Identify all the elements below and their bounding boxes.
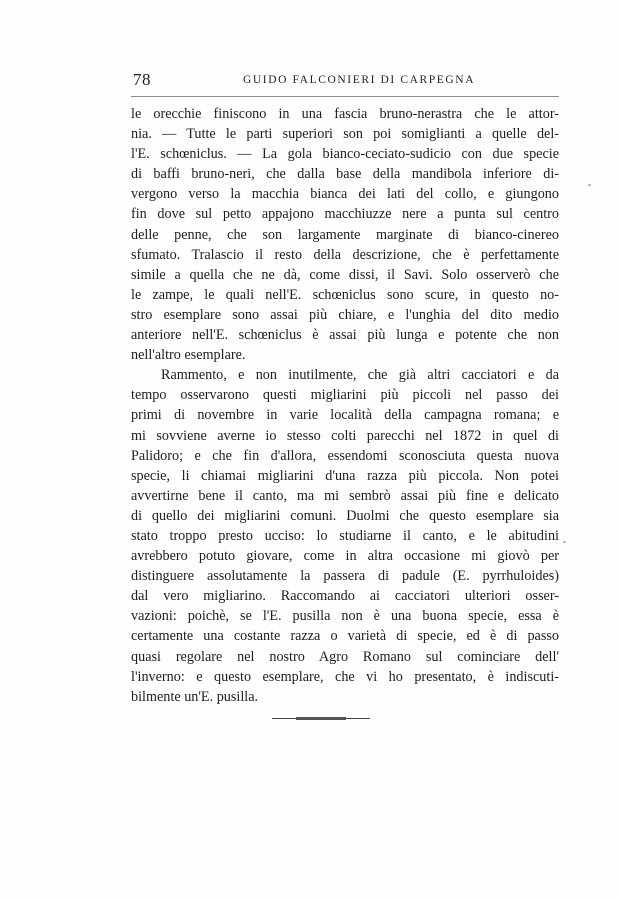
text-line: di baffi bruno-neri, che dalla base della mandibola inferiore di- [131,166,559,183]
text-line: sfumato. Tralascio il resto della descrizione, che è perfettamente [131,246,559,263]
paper-speck [563,541,566,543]
paragraph-1 [131,104,559,365]
ornament-center [296,717,346,720]
text-line: Rammento, e non inutilmente, che già altri cacciatori e da [161,367,559,384]
text-line: avrebbero potuto giovare, come in altra occasione mi giovò per [131,548,559,565]
running-head: GUIDO FALCONIERI DI CARPEGNA [243,74,476,86]
text-line: dal vero migliarino. Raccomando ai cacciatori ulteriori osser- [131,588,559,605]
text-line: l'E. schœniclus. — La gola bianco-ceciato-sudicio con due specie [131,146,559,163]
text-line: primi di novembre in varie località della campagna romana; e [131,407,559,424]
text-line: vergono verso la macchia bianca dei lati del collo, e giungono [131,186,559,203]
text-line: di quello dei migliarini comuni. Duolmi che questo esemplare sia [131,507,559,524]
text-line: simile a quella che ne dà, come dissi, il Savi. Solo osserverò che [131,266,559,283]
text-line: avvertirne bene il canto, ma mi sembrò assai più fine e delicato [131,487,559,504]
text-line: tempo osservarono questi migliarini più piccoli nel passo dei [131,387,559,404]
page-number: 78 [133,70,151,89]
text-line: fin dove sul petto appajono macchiuzze nere a punta sul centro [131,206,559,223]
text-line: nia. — Tutte le parti superiori son poi somiglianti a quelle del- [131,126,559,143]
body-text [131,104,559,707]
end-ornament-rule [272,717,370,720]
text-line: certamente una costante razza o varietà di specie, ed è di passo [131,628,559,645]
text-line: stro esemplare sono assai più chiare, e l'unghia del dito medio [131,306,559,323]
paper-speck [588,184,591,186]
page-header [131,68,559,97]
text-line: specie, li chiamai migliarini d'una razza più piccola. Non potei [131,467,559,484]
text-line: mi sovviene averne io stesso colti parecchi nel 1872 in quel di [131,427,559,444]
text-line: quasi regolare nel nostro Agro Romano sul cominciare dell' [131,648,559,665]
text-line: stato troppo presto ucciso: lo studiarne il canto, e le abitudini [131,527,559,544]
text-line: distinguere assolutamente la passera di padule (E. pyrrhuloides) [131,568,559,585]
paragraph-2 [131,365,559,707]
text-line: nell'altro esemplare. [131,347,246,364]
text-line: Palidoro; e che fin d'allora, essendomi sconosciuta questa nuova [131,447,559,464]
text-line: anteriore nell'E. schœniclus è assai più lunga e potente che non [131,327,559,344]
text-line: delle penne, che son largamente marginate di bianco-cinereo [131,226,559,243]
text-line: le orecchie finiscono in una fascia bruno-nerastra che le attor- [131,106,559,122]
text-line: l'inverno: e questo esemplare, che vi ho presentato, è indiscuti- [131,668,559,685]
text-line: le zampe, le quali nell'E. schœniclus sono scure, in questo no- [131,286,559,303]
text-line: vazioni: poichè, se l'E. pusilla non è una buona specie, essa è [131,608,559,625]
text-line: bilmente un'E. pusilla. [131,688,259,705]
